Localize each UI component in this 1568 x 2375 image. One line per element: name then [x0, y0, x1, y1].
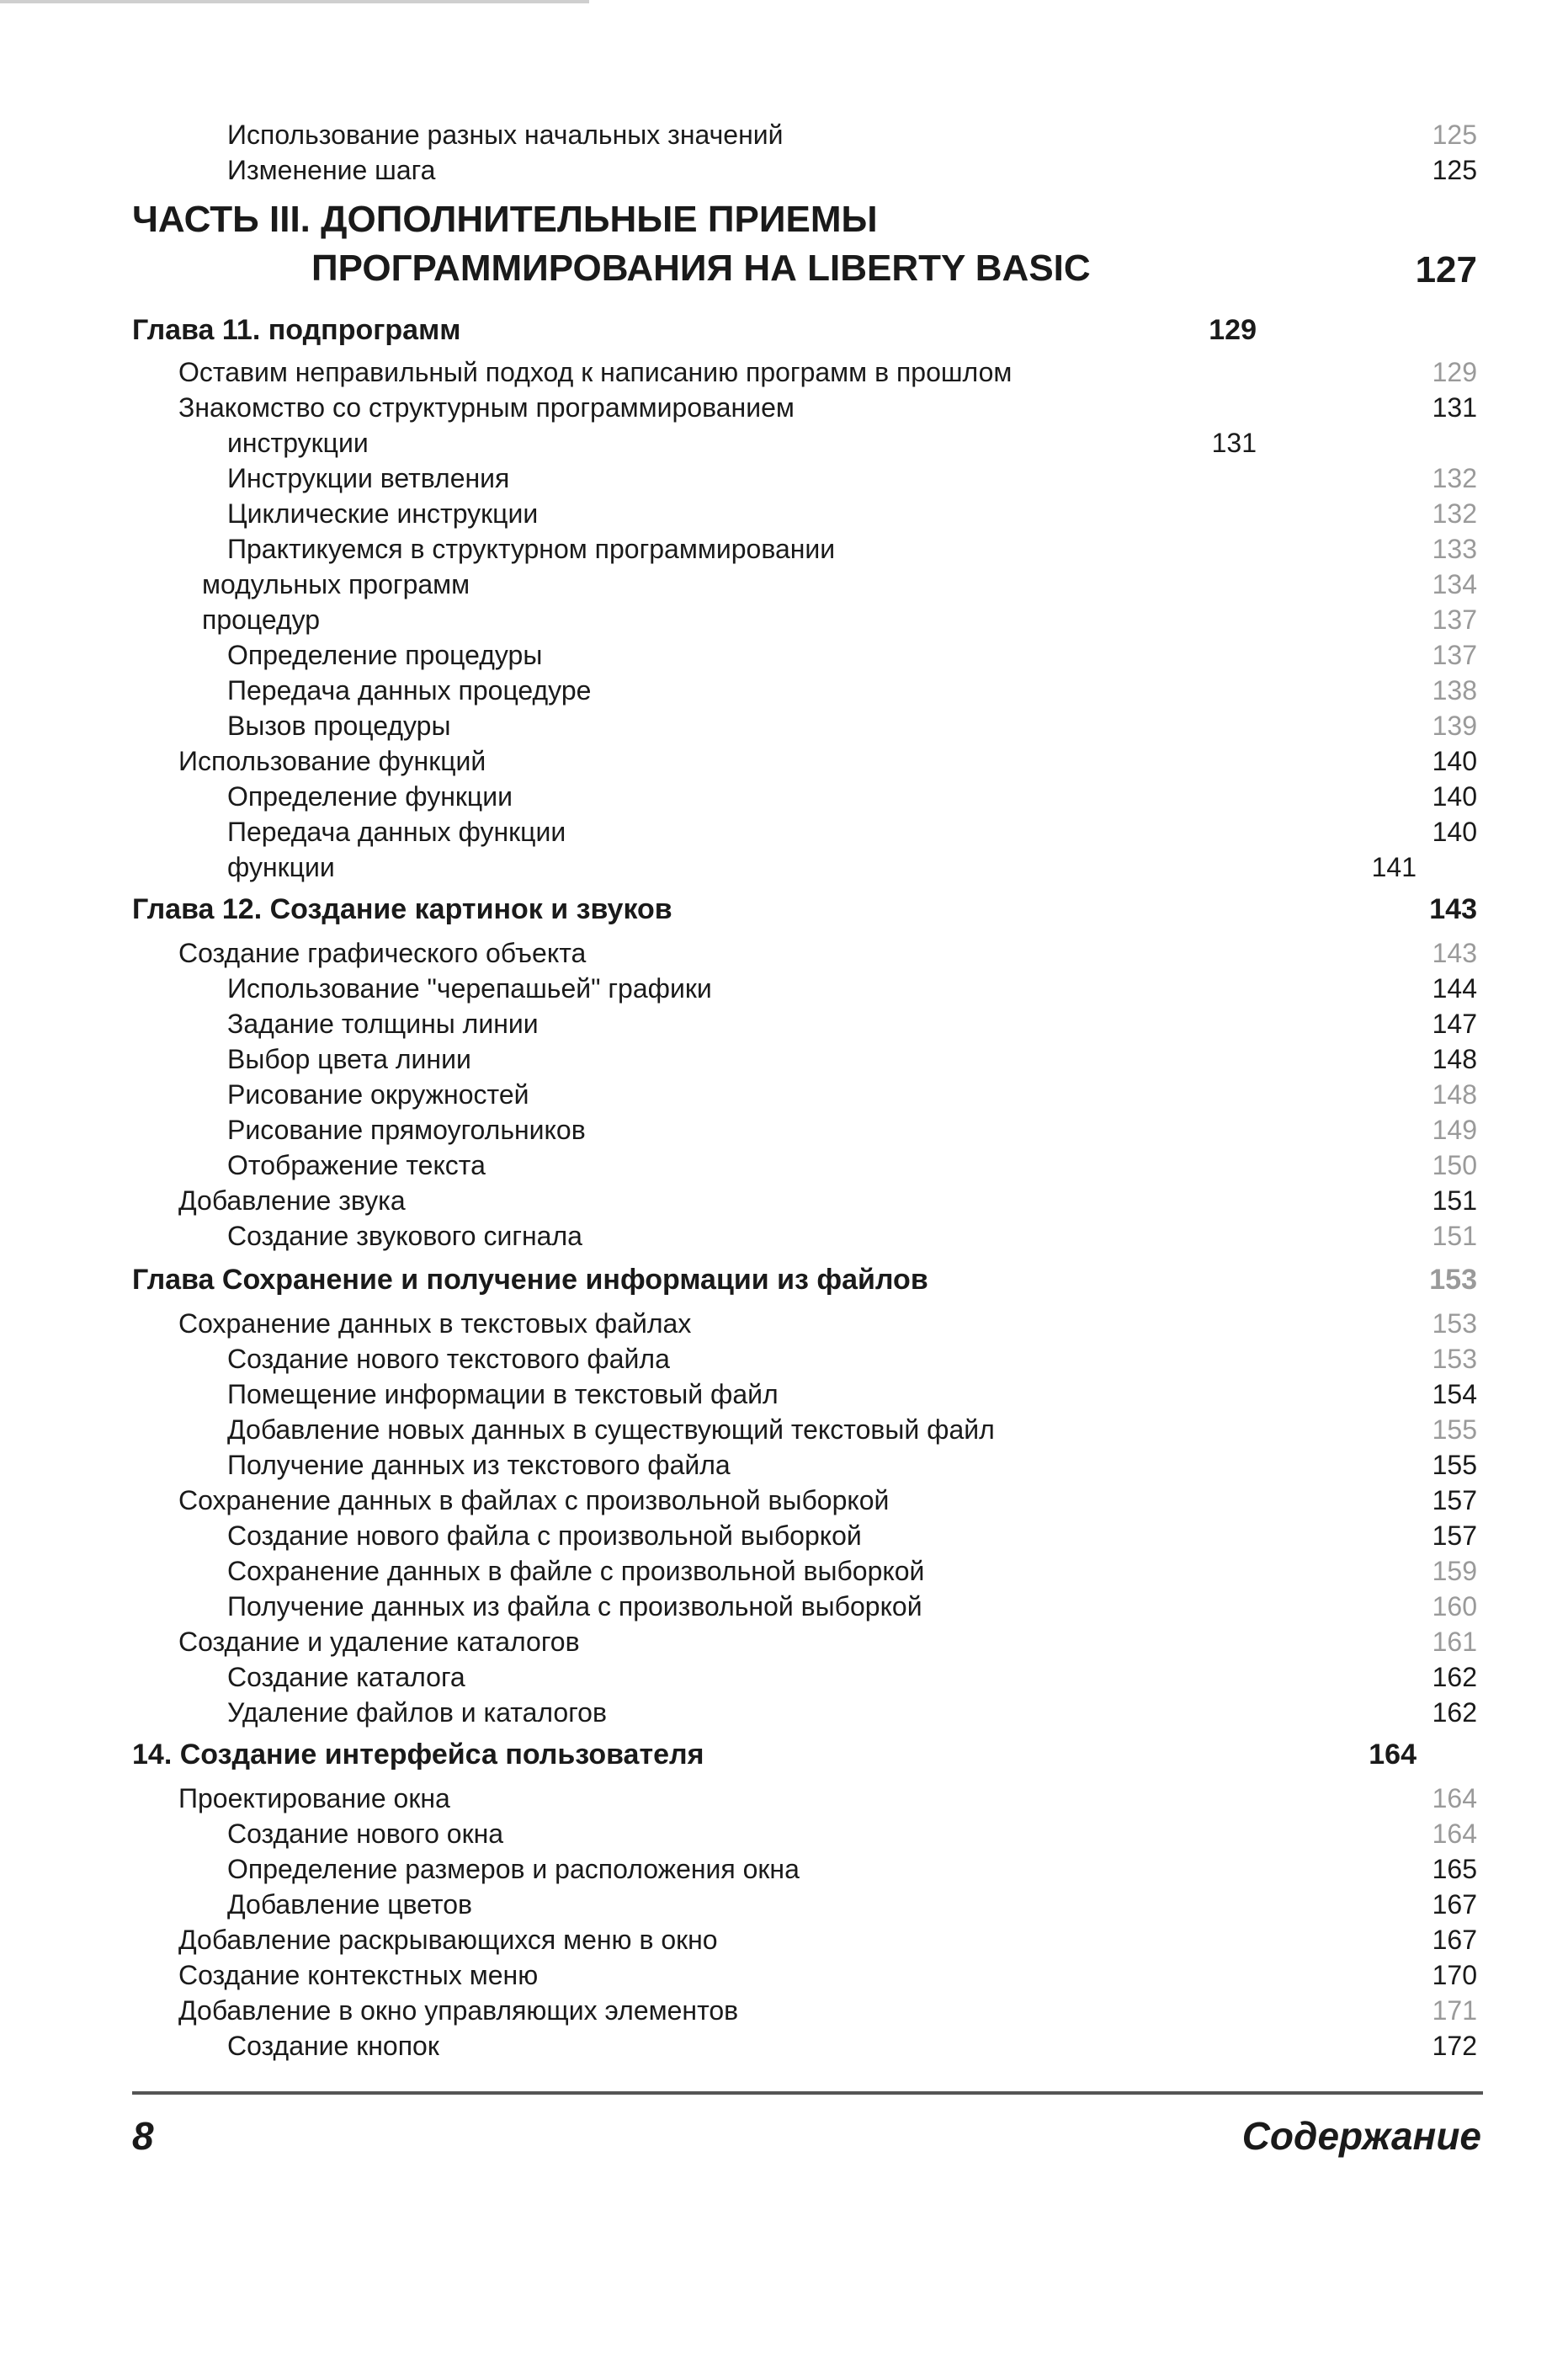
toc-entry	[0, 1886, 1568, 1923]
scan-edge-mark	[0, 0, 589, 3]
entry-label: Использование разных начальных значений	[227, 120, 784, 150]
entry-page: 159	[1432, 1556, 1477, 1586]
entry-label: Рисование окружностей	[227, 1079, 529, 1110]
entry-label: Отображение текста	[227, 1150, 486, 1180]
toc-entry	[0, 152, 1568, 189]
entry-page: 172	[1432, 2031, 1477, 2061]
toc-entry	[0, 1659, 1568, 1696]
entry-label: модульных программ	[202, 569, 470, 599]
entry-page: 131	[1432, 392, 1477, 423]
entry-page: 154	[1432, 1379, 1477, 1409]
toc-entry	[0, 935, 1568, 972]
chapter-page: 153	[1429, 1264, 1477, 1296]
entry-page: 153	[1432, 1308, 1477, 1339]
toc-entry	[0, 636, 1568, 674]
chapter-title: 14. Создание интерфейса пользователя	[132, 1739, 704, 1771]
toc-entry	[0, 495, 1568, 532]
entry-page: 157	[1432, 1520, 1477, 1551]
entry-label: Определение функции	[227, 781, 513, 812]
entry-page: 155	[1432, 1414, 1477, 1445]
entry-label: Создание звукового сигнала	[227, 1221, 582, 1251]
toc-entry	[0, 1482, 1568, 1519]
chapter-heading	[0, 891, 1568, 928]
toc-entry	[0, 1815, 1568, 1852]
part-page: 127	[1415, 249, 1477, 290]
entry-label: Рисование прямоугольников	[227, 1115, 586, 1145]
entry-label: Циклические инструкции	[227, 498, 539, 529]
entry-label: Добавление в окно управляющих элементов	[178, 1995, 739, 2026]
toc-entry	[0, 672, 1568, 709]
toc-entry	[0, 389, 1568, 426]
toc-entry	[0, 1588, 1568, 1625]
entry-label: Создание нового файла с произвольной выборкой	[227, 1520, 862, 1551]
entry-page: 170	[1432, 1960, 1477, 1990]
chapter-heading	[0, 1736, 1568, 1773]
entry-label: Проектирование окна	[178, 1783, 450, 1813]
entry-page: 164	[1432, 1819, 1477, 1849]
chapter-title: Глава Сохранение и получение информации из файлов	[132, 1264, 928, 1296]
chapter-page: 143	[1429, 893, 1477, 925]
entry-page: 149	[1432, 1115, 1477, 1145]
entry-page: 157	[1432, 1485, 1477, 1515]
entry-page: 129	[1432, 357, 1477, 387]
toc-entry	[0, 1340, 1568, 1377]
toc-entry	[0, 743, 1568, 780]
toc-entry	[0, 1111, 1568, 1148]
entry-page: 171	[1432, 1995, 1477, 2026]
part-title-line1: ЧАСТЬ III. ДОПОЛНИТЕЛЬНЫЕ ПРИЕМЫ	[132, 199, 878, 240]
toc-entry	[0, 1041, 1568, 1078]
entry-page: 138	[1432, 675, 1477, 706]
entry-page: 140	[1432, 817, 1477, 847]
toc-entry	[0, 424, 1568, 461]
toc-entry	[0, 116, 1568, 153]
entry-page: 148	[1432, 1079, 1477, 1110]
entry-label: Добавление цветов	[227, 1889, 472, 1920]
footer-page-number: 8	[132, 2114, 154, 2158]
chapter-title: Глава 11. подпрограмм	[132, 314, 461, 346]
entry-label: Создание контекстных меню	[178, 1960, 539, 1990]
entry-page: 151	[1432, 1221, 1477, 1251]
entry-label: Определение процедуры	[227, 640, 543, 670]
toc-entry	[0, 970, 1568, 1007]
entry-label: Помещение информации в текстовый файл	[227, 1379, 779, 1409]
entry-label: Создание нового окна	[227, 1819, 504, 1849]
entry-page: 132	[1432, 463, 1477, 493]
entry-page: 155	[1432, 1450, 1477, 1480]
entry-label: Сохранение данных в текстовых файлах	[178, 1308, 692, 1339]
entry-label: Передача данных функции	[227, 817, 566, 847]
entry-page: 144	[1432, 973, 1477, 1004]
toc-entry	[0, 1694, 1568, 1731]
entry-label: Добавление новых данных в существующий текстовый файл	[227, 1414, 995, 1445]
entry-page: 133	[1432, 534, 1477, 564]
entry-page: 162	[1432, 1697, 1477, 1728]
toc-entry	[0, 1182, 1568, 1219]
entry-label: Использование "черепашьей" графики	[227, 973, 712, 1004]
toc-entry	[0, 2027, 1568, 2064]
toc-entry	[0, 1921, 1568, 1958]
entry-page: 125	[1432, 155, 1477, 185]
entry-page: 141	[1371, 852, 1417, 882]
entry-page: 125	[1432, 120, 1477, 150]
toc-entry	[0, 778, 1568, 815]
entry-page: 164	[1432, 1783, 1477, 1813]
entry-label: Передача данных процедуре	[227, 675, 592, 706]
part-title-line2: ПРОГРАММИРОВАНИЯ НА LIBERTY BASIC	[311, 248, 1091, 289]
toc-entry	[0, 1411, 1568, 1448]
footer-section-title: Содержание	[1241, 2114, 1481, 2158]
toc-entry	[0, 1957, 1568, 1994]
entry-label: Сохранение данных в файлах с произвольной выборкой	[178, 1485, 890, 1515]
entry-label: Создание графического объекта	[178, 938, 587, 968]
entry-page: 139	[1432, 711, 1477, 741]
entry-label: Изменение шага	[227, 155, 436, 185]
entry-page: 160	[1432, 1591, 1477, 1621]
toc-entry	[0, 849, 1568, 886]
entry-page: 137	[1432, 604, 1477, 635]
entry-label: Знакомство со структурным программированием	[178, 392, 795, 423]
toc-entry	[0, 1517, 1568, 1554]
chapter-page: 129	[1209, 314, 1257, 346]
entry-page: 162	[1432, 1662, 1477, 1692]
toc-entry	[0, 1376, 1568, 1413]
entry-page: 131	[1211, 428, 1257, 458]
entry-label: Инструкции ветвления	[227, 463, 510, 493]
toc-entry	[0, 1446, 1568, 1483]
entry-page: 134	[1432, 569, 1477, 599]
toc-entry	[0, 1850, 1568, 1888]
entry-page: 140	[1432, 781, 1477, 812]
entry-page: 161	[1432, 1627, 1477, 1657]
toc-entry	[0, 530, 1568, 567]
toc-entry	[0, 707, 1568, 744]
entry-label: процедур	[202, 604, 321, 635]
entry-page: 151	[1432, 1185, 1477, 1216]
entry-label: Получение данных из текстового файла	[227, 1450, 731, 1480]
entry-label: Задание толщины линии	[227, 1009, 539, 1039]
toc-entry	[0, 1305, 1568, 1342]
entry-label: Создание кнопок	[227, 2031, 439, 2061]
entry-label: Создание каталога	[227, 1662, 465, 1692]
chapter-heading	[0, 1261, 1568, 1298]
entry-label: Создание нового текстового файла	[227, 1344, 670, 1374]
chapter-title: Глава 12. Создание картинок и звуков	[132, 893, 672, 925]
toc-entry	[0, 601, 1568, 638]
entry-label: Получение данных из файла с произвольной выборкой	[227, 1591, 922, 1621]
entry-page: 153	[1432, 1344, 1477, 1374]
entry-label: Добавление раскрывающихся меню в окно	[178, 1925, 718, 1955]
toc-entry	[0, 1147, 1568, 1184]
toc-entry	[0, 1623, 1568, 1660]
toc-entry	[0, 460, 1568, 497]
entry-label: Вызов процедуры	[227, 711, 451, 741]
entry-label: Практикуемся в структурном программировании	[227, 534, 836, 564]
entry-page: 150	[1432, 1150, 1477, 1180]
entry-label: Выбор цвета линии	[227, 1044, 471, 1074]
entry-label: инструкции	[227, 428, 369, 458]
toc-entry	[0, 1217, 1568, 1254]
entry-page: 140	[1432, 746, 1477, 776]
toc-entry	[0, 1005, 1568, 1042]
entry-page: 167	[1432, 1925, 1477, 1955]
part-heading	[132, 195, 1479, 293]
chapter-page: 164	[1369, 1739, 1417, 1771]
entry-label: Создание и удаление каталогов	[178, 1627, 580, 1657]
toc-entry	[0, 1992, 1568, 2029]
entry-label: Добавление звука	[178, 1185, 406, 1216]
entry-label: Оставим неправильный подход к написанию программ в прошлом	[178, 357, 1013, 387]
entry-page: 165	[1432, 1854, 1477, 1884]
entry-label: Использование функций	[178, 746, 486, 776]
toc-entry	[0, 813, 1568, 850]
entry-page: 148	[1432, 1044, 1477, 1074]
entry-page: 132	[1432, 498, 1477, 529]
chapter-heading	[0, 312, 1568, 349]
toc-entry	[0, 566, 1568, 603]
entry-page: 147	[1432, 1009, 1477, 1039]
toc-entry	[0, 354, 1568, 391]
entry-label: функции	[227, 852, 335, 882]
entry-page: 143	[1432, 938, 1477, 968]
toc-entry	[0, 1552, 1568, 1590]
toc-entry	[0, 1076, 1568, 1113]
toc-entry	[0, 1780, 1568, 1817]
entry-page: 137	[1432, 640, 1477, 670]
entry-label: Удаление файлов и каталогов	[227, 1697, 607, 1728]
footer-rule	[132, 2091, 1483, 2095]
entry-label: Определение размеров и расположения окна	[227, 1854, 800, 1884]
entry-page: 167	[1432, 1889, 1477, 1920]
entry-label: Сохранение данных в файле с произвольной выборкой	[227, 1556, 925, 1586]
